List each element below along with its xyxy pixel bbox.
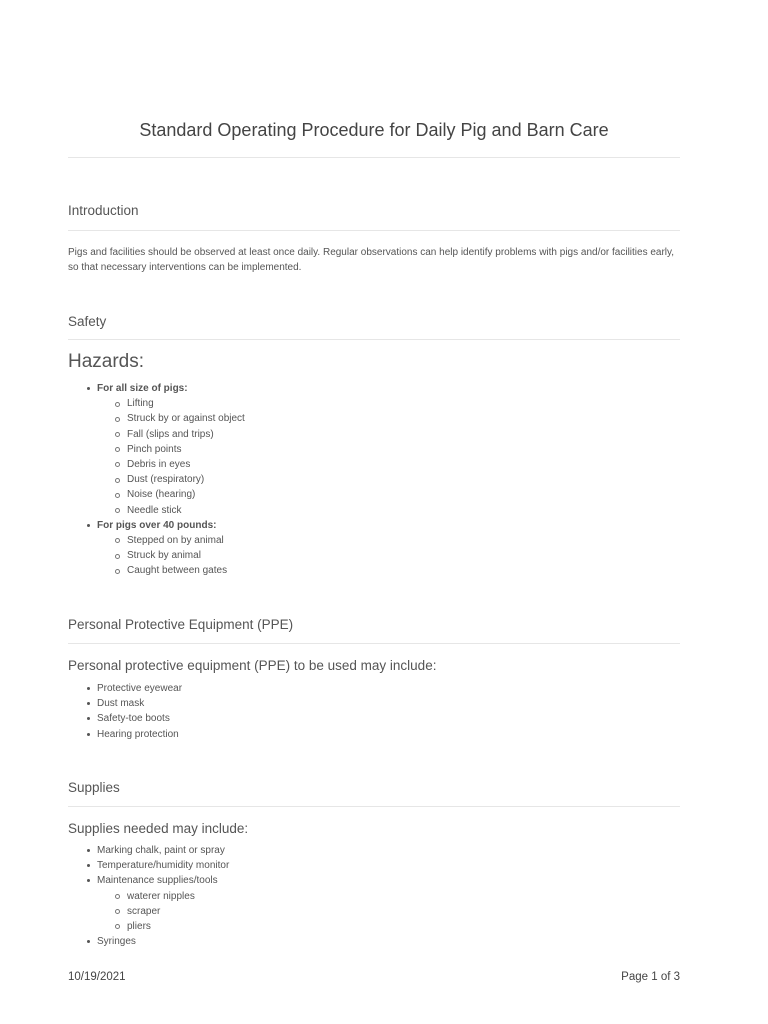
introduction-heading: Introduction bbox=[68, 203, 139, 218]
hazard-item: Fall (slips and trips) bbox=[68, 427, 680, 442]
ppe-item: Safety-toe boots bbox=[68, 711, 680, 726]
divider bbox=[68, 643, 680, 644]
divider bbox=[68, 806, 680, 807]
supply-subitem: pliers bbox=[68, 919, 680, 934]
hazard-item: Stepped on by animal bbox=[68, 533, 680, 548]
ppe-item: Dust mask bbox=[68, 696, 680, 711]
footer-page-number: Page 1 of 3 bbox=[621, 971, 680, 983]
supply-subitem: scraper bbox=[68, 904, 680, 919]
ppe-item: Protective eyewear bbox=[68, 681, 680, 696]
supplies-list bbox=[68, 843, 680, 949]
hazard-item: Noise (hearing) bbox=[68, 487, 680, 502]
ppe-subheading: Personal protective equipment (PPE) to be used may include: bbox=[68, 658, 437, 673]
ppe-item: Hearing protection bbox=[68, 727, 680, 742]
divider bbox=[68, 157, 680, 158]
hazards-list bbox=[68, 381, 680, 578]
supply-item: Syringes bbox=[68, 934, 680, 949]
divider bbox=[68, 230, 680, 231]
hazard-group bbox=[68, 518, 680, 533]
supplies-heading: Supplies bbox=[68, 780, 120, 795]
supply-subitem: waterer nipples bbox=[68, 889, 680, 904]
supplies-subheading: Supplies needed may include: bbox=[68, 821, 249, 836]
page-title: Standard Operating Procedure for Daily Pig and Barn Care bbox=[139, 120, 609, 140]
supply-item: Temperature/humidity monitor bbox=[68, 858, 680, 873]
divider bbox=[68, 339, 680, 340]
hazard-group bbox=[68, 381, 680, 396]
hazard-item: Lifting bbox=[68, 396, 680, 411]
hazard-item: Struck by or against object bbox=[68, 411, 680, 426]
hazard-item: Debris in eyes bbox=[68, 457, 680, 472]
supply-item: Maintenance supplies/tools bbox=[68, 873, 680, 888]
hazard-item: Dust (respiratory) bbox=[68, 472, 680, 487]
ppe-list bbox=[68, 681, 680, 742]
hazard-item: Pinch points bbox=[68, 442, 680, 457]
ppe-heading: Personal Protective Equipment (PPE) bbox=[68, 617, 294, 632]
document-page bbox=[68, 0, 680, 1024]
introduction-text: Pigs and facilities should be observed at least once daily. Regular observations can help identify problems with pigs and/or facilities early, so that necessary interventions can be implemented. bbox=[68, 247, 675, 273]
safety-heading: Safety bbox=[68, 314, 107, 329]
hazard-group-label: For pigs over 40 pounds: bbox=[97, 519, 217, 531]
supply-item: Marking chalk, paint or spray bbox=[68, 843, 680, 858]
hazard-item: Struck by animal bbox=[68, 548, 680, 563]
hazard-group-label: For all size of pigs: bbox=[97, 383, 188, 394]
footer-date: 10/19/2021 bbox=[68, 971, 126, 983]
hazard-item: Caught between gates bbox=[68, 563, 680, 578]
hazards-heading: Hazards: bbox=[68, 351, 145, 372]
hazard-item: Needle stick bbox=[68, 503, 680, 518]
